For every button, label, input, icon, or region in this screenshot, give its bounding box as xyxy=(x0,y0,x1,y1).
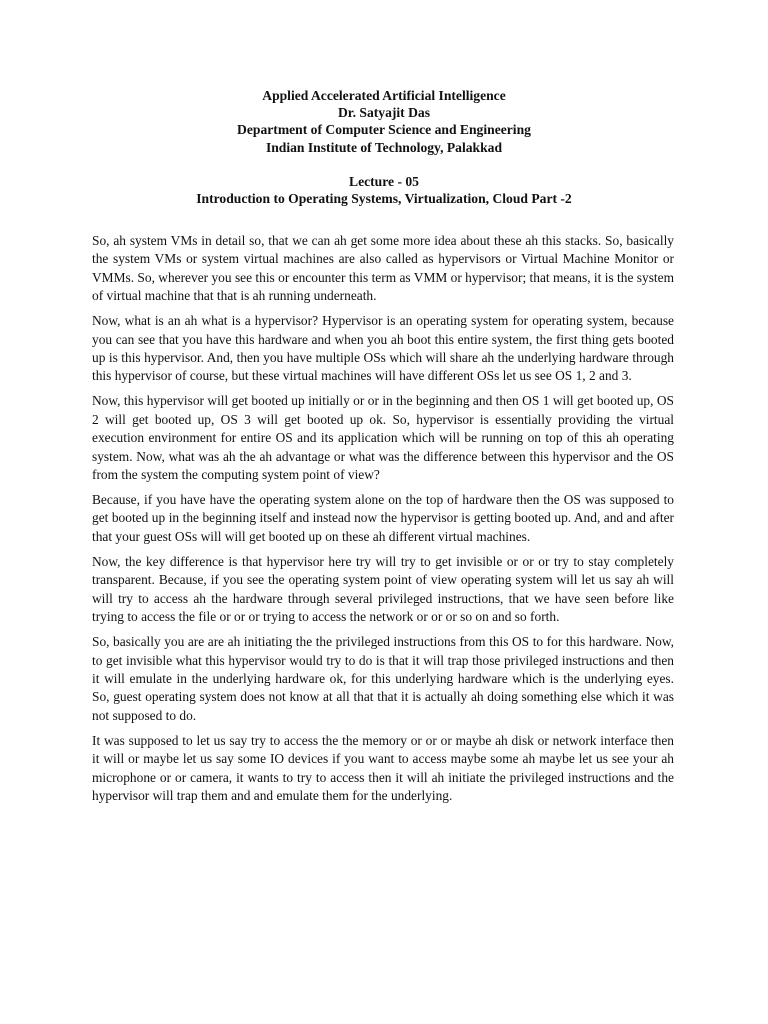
paragraph: So, ah system VMs in detail so, that we can ah get some more idea about these ah this stacks. So, basically the system VMs or system virtual machines are also called as hypervisors or Virtual Machine Monitor or VMMs. So, wherever you see this or encounter this term as VMM or hypervisor; that means, it is the system of virtual machine that that is ah running underneath. xyxy=(92,233,674,304)
paragraph: Now, this hypervisor will get booted up initially or or in the beginning and then OS 1 will get booted up, OS 2 will get booted up, OS 3 will get booted up ok. So, hypervisor is essentially providing the virtual execution environment for entire OS and its application which will be running on top of this ah operating system. Now, what was ah the ah advantage or what was the difference between this hypervisor and the OS from the system the computing system point of view? xyxy=(92,393,674,483)
lecture-title: Introduction to Operating Systems, Virtualization, Cloud Part -2 xyxy=(196,191,572,207)
paragraph: Now, what is an ah what is a hypervisor? Hypervisor is an operating system for operating system, because you can see that you have this hardware and when you ah boot this entire system, the first thing gets booted up is this hypervisor. And, then you have multiple OSs which will share ah the underlying hardware through this hypervisor of course, but these virtual machines will have different OSs let us see OS 1, 2 and 3. xyxy=(92,313,674,384)
paragraph: Because, if you have have the operating system alone on the top of hardware then the OS was supposed to get booted up in the beginning itself and instead now the hypervisor is getting booted up. And, and and after that your guest OSs will will get booted up on these ah different virtual machines. xyxy=(92,492,674,544)
course-title: Applied Accelerated Artificial Intelligence xyxy=(262,88,506,103)
department-name: Department of Computer Science and Engineering xyxy=(237,122,531,138)
header-spacer xyxy=(0,156,768,173)
transcript-body xyxy=(92,232,674,812)
lecture-number: Lecture - 05 xyxy=(349,173,419,189)
paragraph: Now, the key difference is that hypervisor here try will try to get invisible or or or try to stay completely transparent. Because, if you see the operating system point of view operating system will let us say ah will will try to access ah the hardware through several privileged instructions, that we have seen before like trying to access the file or or or trying to access the network or or or so on and so forth. xyxy=(92,553,674,625)
institute-name: Indian Institute of Technology, Palakkad xyxy=(265,139,503,155)
lecture-header xyxy=(0,87,768,207)
instructor-name: Dr. Satyajit Das xyxy=(337,105,430,121)
paragraph: It was supposed to let us say try to access the the memory or or or maybe ah disk or network interface then it will or maybe let us say some IO devices if you want to access maybe some ah maybe let us see your ah microphone or or camera, it wants to try to access then it will ah initiate the privileged instructions and the hypervisor will trap them and and emulate them for the underlying. xyxy=(92,732,674,803)
paragraph: So, basically you are are ah initiating the the privileged instructions from this OS to for this hardware. Now, to get invisible what this hypervisor would try to do is that it will trap those privileged instructions and then it will emulate in the underlying hardware ok, for this underlying hardware which is the underlying eyes. So, guest operating system does not know at all that that it is actually ah doing something else which it was not supposed to do. xyxy=(92,634,674,723)
